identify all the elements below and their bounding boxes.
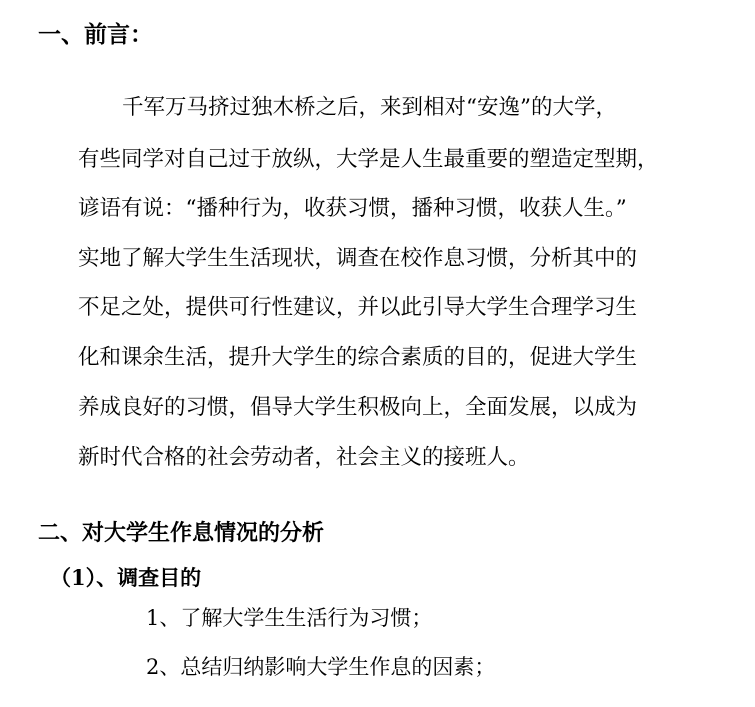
intro-paragraph-line-7: 养成良好的习惯，倡导大学生积极向上，全面发展，以成为 [78,395,638,420]
intro-paragraph-line-6: 化和课余生活，提升大学生的综合素质的目的，促进大学生 [78,345,638,370]
list-item-1: 1、了解大学生生活行为习惯； [146,606,433,630]
intro-paragraph-line-1: 千军万马挤过独木桥之后，来到相对“安逸”的大学， [122,95,617,120]
intro-paragraph-line-2: 有些同学对自己过于放纵，大学是人生最重要的塑造定型期， [78,147,659,172]
intro-paragraph-line-5: 不足之处，提供可行性建议，并以此引导大学生合理学习生 [78,295,638,320]
subsection-heading: （1）、调查目的 [50,565,202,590]
intro-paragraph-line-3: 谚语有说：“播种行为，收获习惯，播种习惯，收获人生。” [78,196,627,221]
intro-paragraph-line-4: 实地了解大学生生活现状，调查在校作息习惯，分析其中的 [78,246,638,271]
list-item-2: 2、总结归纳影响大学生作息的因素； [146,655,496,679]
section-2-heading: 二、对大学生作息情况的分析 [38,520,325,546]
intro-paragraph-line-8: 新时代合格的社会劳动者，社会主义的接班人。 [78,445,530,470]
section-1-heading: 一、前言： [38,21,153,48]
